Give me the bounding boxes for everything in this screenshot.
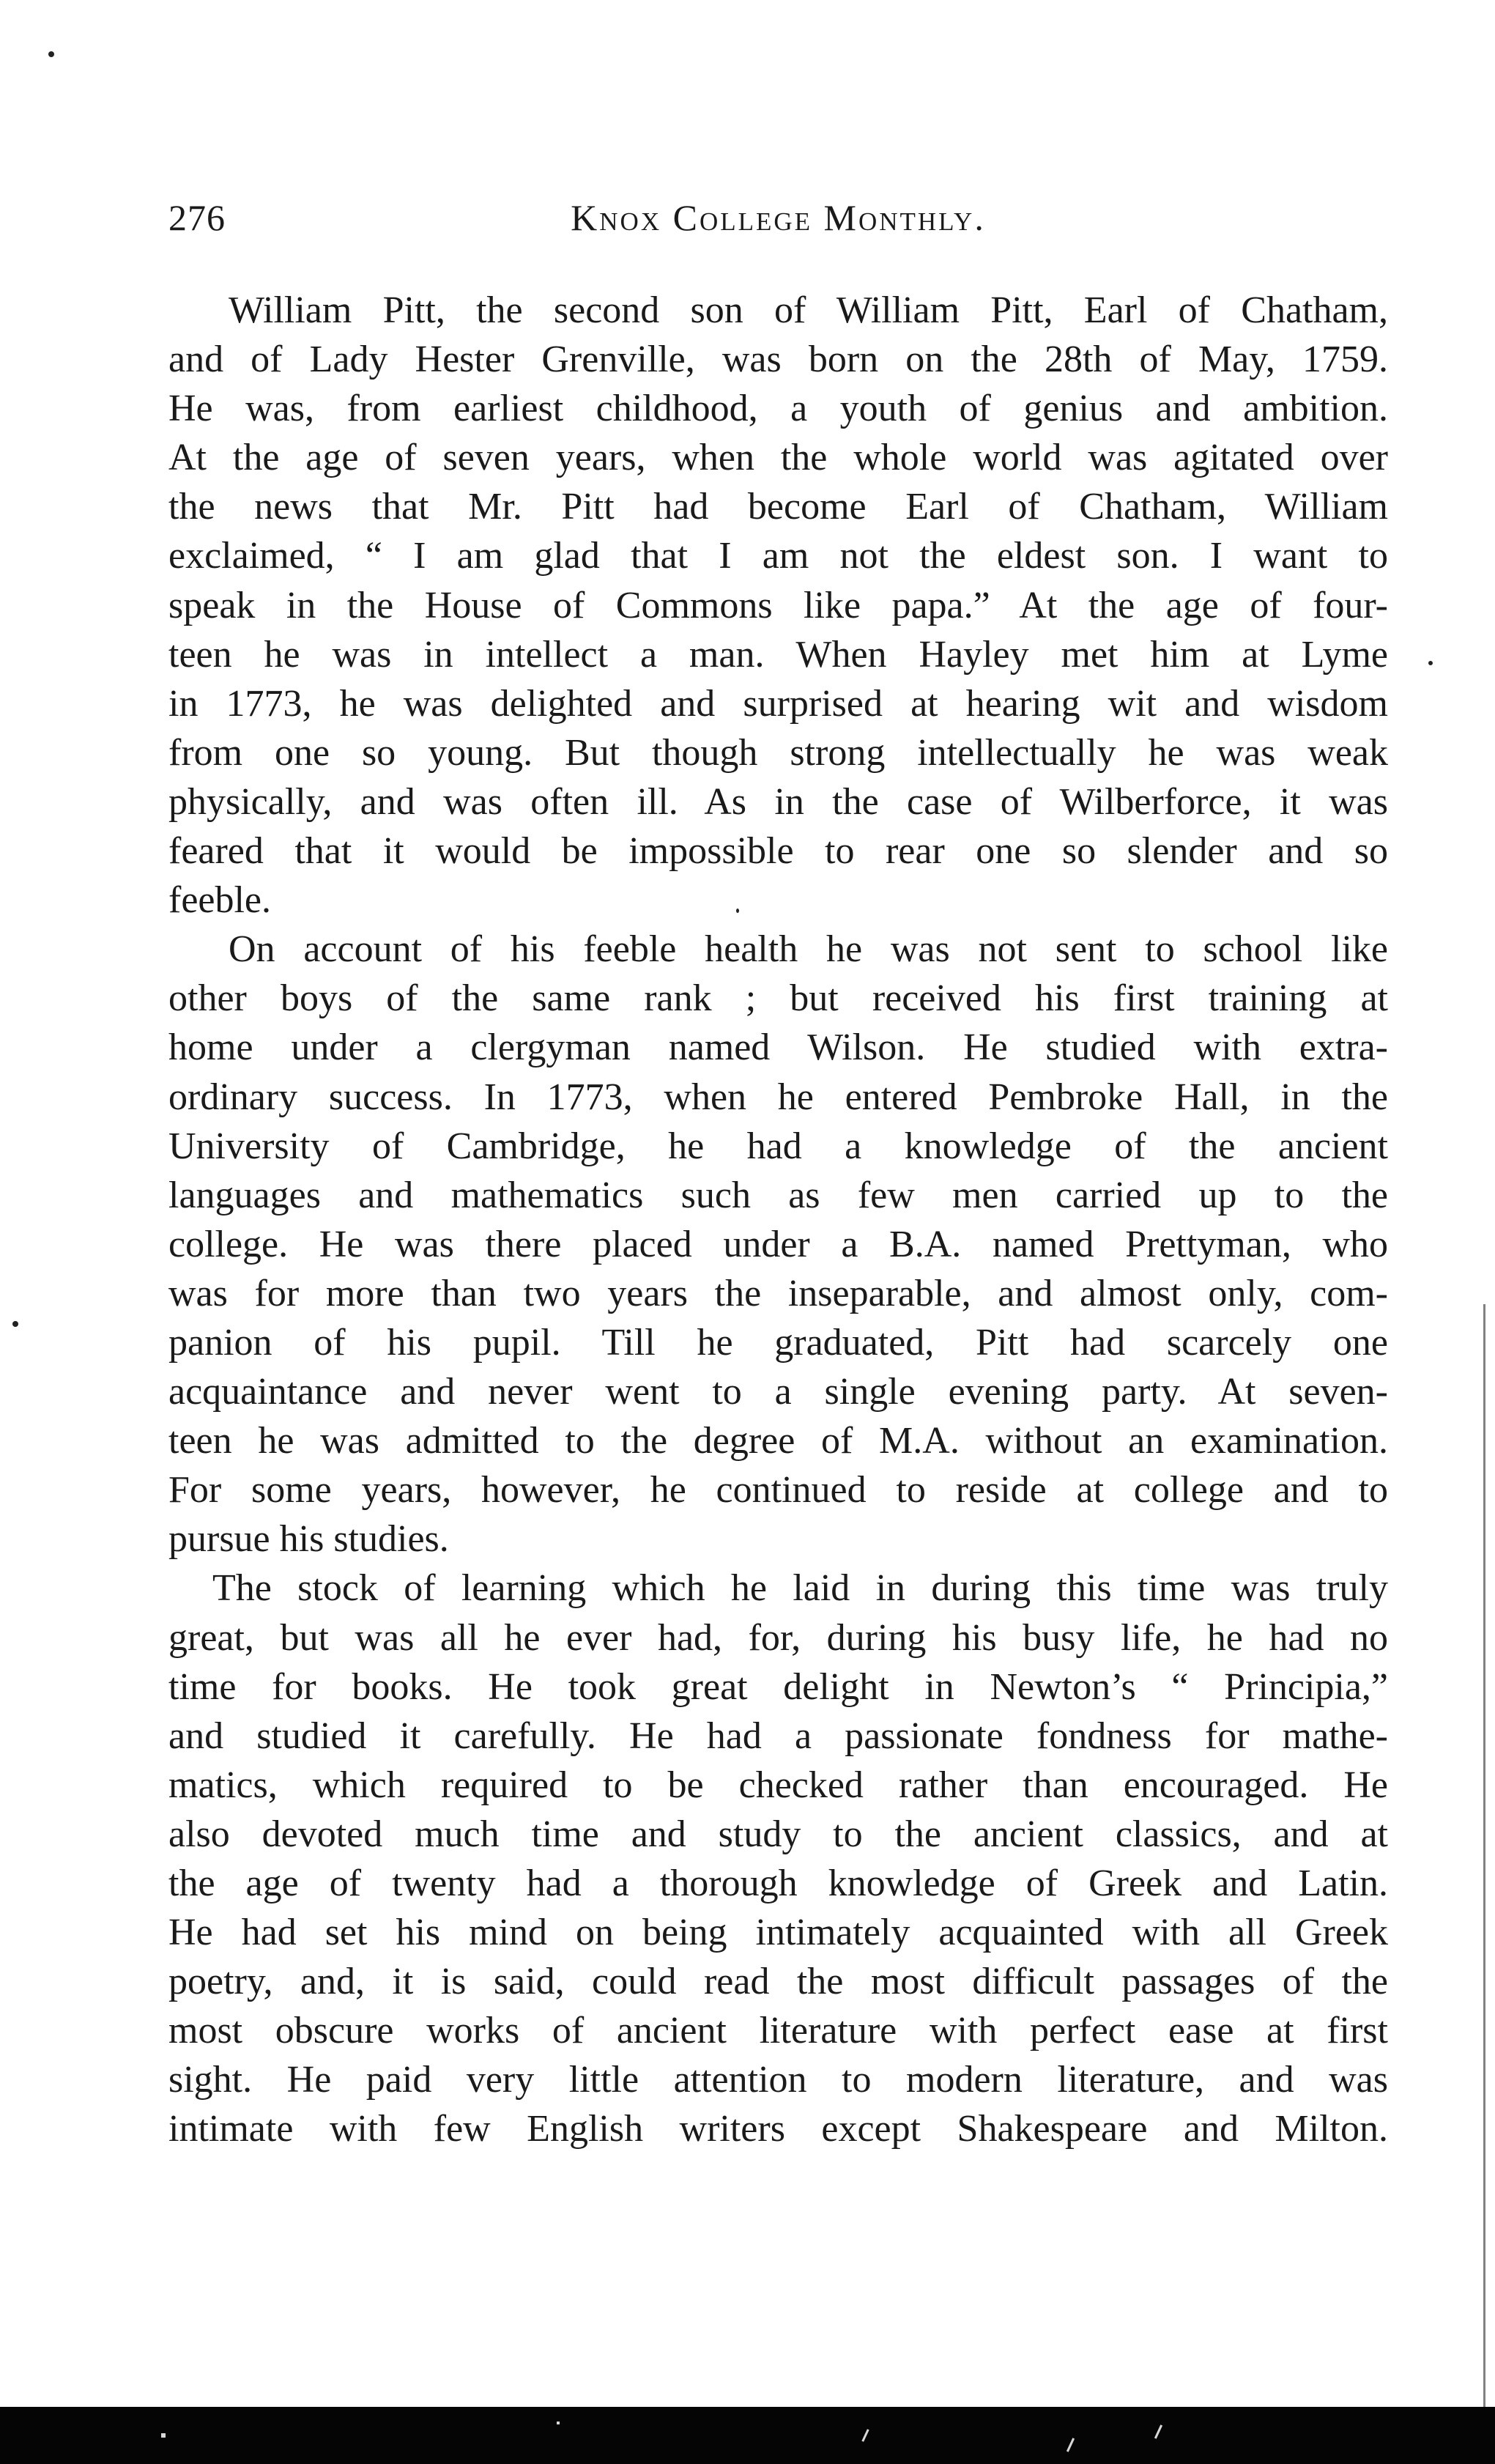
- text-line: feared that it would be impossible to rear one so slender and so: [168, 830, 1388, 873]
- scan-speck: [48, 51, 54, 57]
- text-line: exclaimed, “ I am glad that I am not the eldest son. I want to: [168, 535, 1388, 577]
- text-line: poetry, and, it is said, could read the most difficult passages of the: [168, 1961, 1388, 2003]
- text-line: William Pitt, the second son of William Pitt, Earl of Chatham,: [229, 289, 1388, 331]
- text-line: time for books. He took great delight in Newton’s “ Principia,”: [168, 1665, 1388, 1708]
- scan-speck: [12, 1321, 18, 1327]
- text-line: most obscure works of ancient literature with perfect ease at first: [168, 2010, 1388, 2052]
- text-line: great, but was all he ever had, for, during his busy life, he had no: [168, 1616, 1388, 1659]
- text-line: On account of his feeble health he was not sent to school like: [229, 928, 1388, 971]
- text-line: feeble.: [168, 879, 272, 922]
- text-line: panion of his pupil. Till he graduated, Pitt had scarcely one: [168, 1321, 1388, 1364]
- text-line: in 1773, he was delighted and surprised at hearing wit and wisdom: [168, 682, 1388, 725]
- text-line: the age of twenty had a thorough knowledge of Greek and Latin.: [168, 1862, 1388, 1904]
- text-line: college. He was there placed under a B.A. named Prettyman, who: [168, 1223, 1388, 1265]
- text-line: He had set his mind on being intimately acquainted with all Greek: [168, 1912, 1388, 1954]
- scan-artifact: [557, 2422, 560, 2424]
- text-line: and of Lady Hester Grenville, was born on the 28th of May, 1759.: [168, 338, 1388, 381]
- text-line: speak in the House of Commons like papa.” At the age of four-: [168, 584, 1388, 626]
- scan-artifact: [1066, 2438, 1075, 2452]
- text-line: teen he was in intellect a man. When Hayley met him at Lyme: [168, 633, 1388, 676]
- text-line: the news that Mr. Pitt had become Earl of Chatham, William: [168, 486, 1388, 528]
- article-body: [168, 286, 1388, 2154]
- text-line: was for more than two years the inseparable, and almost only, com-: [168, 1272, 1388, 1314]
- text-line: physically, and was often ill. As in the case of Wilberforce, it was: [168, 780, 1388, 823]
- text-line: teen he was admitted to the degree of M.A. without an examination.: [168, 1420, 1388, 1462]
- text-line: home under a clergyman named Wilson. He studied with extra-: [168, 1026, 1388, 1069]
- scan-artifact: [161, 2433, 166, 2438]
- text-line: also devoted much time and study to the ancient classics, and at: [168, 1813, 1388, 1855]
- text-line: acquaintance and never went to a single evening party. At seven-: [168, 1371, 1388, 1413]
- text-line: languages and mathematics such as few men carried up to the: [168, 1174, 1388, 1216]
- text-line: and studied it carefully. He had a passionate fondness for mathe-: [168, 1714, 1388, 1757]
- text-line: matics, which required to be checked rather than encouraged. He: [168, 1764, 1388, 1806]
- scan-artifact: [861, 2429, 869, 2442]
- paragraph: [168, 925, 1388, 1564]
- text-line: At the age of seven years, when the whole world was agitated over: [168, 437, 1388, 479]
- paragraph: [168, 1564, 1388, 2153]
- running-title: Knox College Monthly.: [571, 197, 986, 238]
- paragraph: [168, 286, 1388, 925]
- text-line: from one so young. But though strong intellectually he was weak: [168, 731, 1388, 774]
- text-line: sight. He paid very little attention to modern literature, and was: [168, 2059, 1388, 2101]
- text-line: ordinary success. In 1773, when he entered Pembroke Hall, in the: [168, 1076, 1388, 1118]
- text-line: The stock of learning which he laid in during this time was truly: [212, 1567, 1388, 1610]
- page-number: 276: [168, 197, 226, 238]
- page-header: [168, 196, 1388, 248]
- scan-speck: [1428, 661, 1433, 665]
- text-line: He was, from earliest childhood, a youth of genius and ambition.: [168, 388, 1388, 430]
- text-line: pursue his studies.: [168, 1518, 449, 1561]
- binding-edge-shadow: [1483, 1304, 1485, 2407]
- text-line: For some years, however, he continued to reside at college and to: [168, 1469, 1388, 1512]
- text-line: other boys of the same rank ; but received his first training at: [168, 977, 1388, 1020]
- scan-artifact: [1154, 2424, 1162, 2438]
- text-line: University of Cambridge, he had a knowledge of the ancient: [168, 1125, 1388, 1167]
- scan-bottom-border: [0, 2407, 1495, 2464]
- text-line: intimate with few English writers except Shakespeare and Milton.: [168, 2108, 1388, 2150]
